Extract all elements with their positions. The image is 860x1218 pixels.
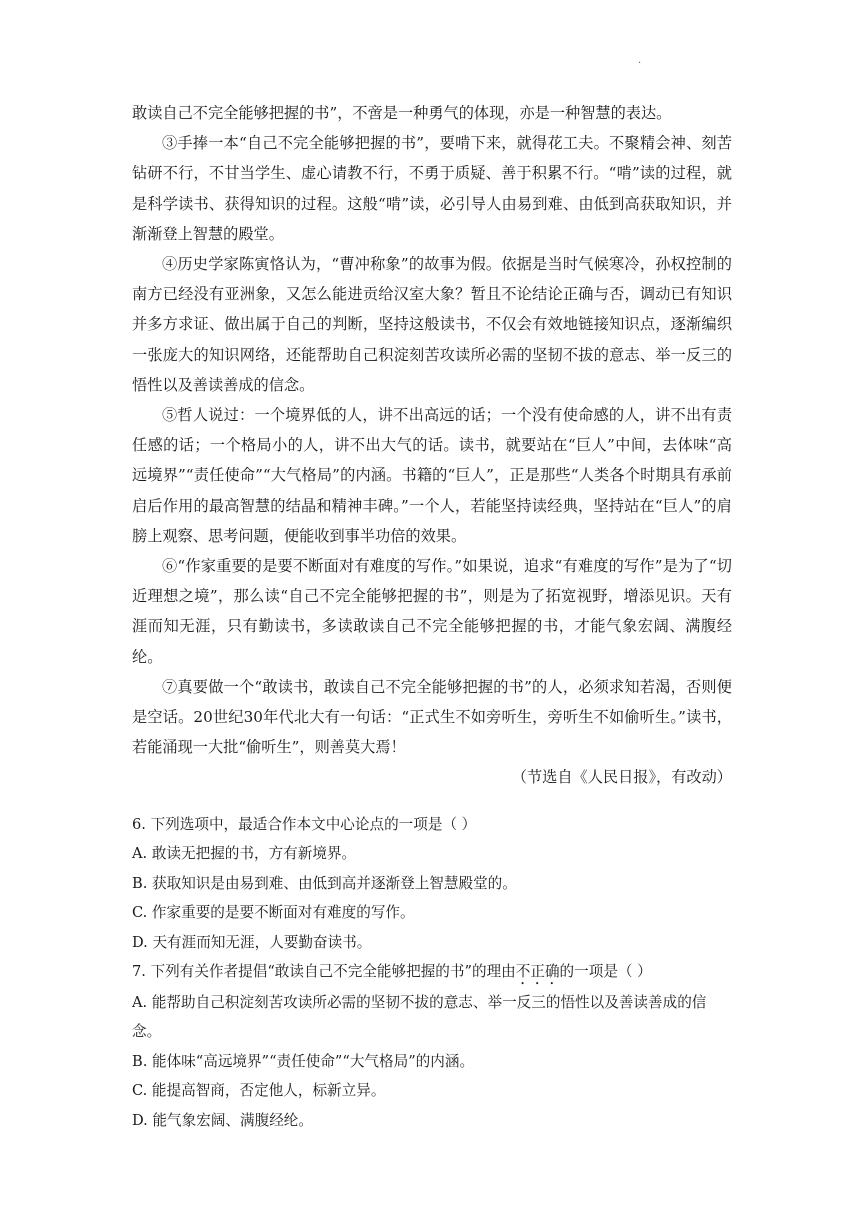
header-dot: · [638, 58, 642, 69]
paragraph-5: ⑤哲人说过：一个境界低的人，讲不出高远的话；一个没有使命感的人，讲不出有责任感的话；一个格局小的人，讲不出大气的话。读书，就要站在“巨人”中间，去体味“高远境界”“责任使命”“大气格局”的内涵。书籍的“巨人”，正是那些“人类各个时期具有承前启后作用的最高智慧的结晶和精神丰碑。”一个人，若能坚持读经典，坚持站在“巨人”的肩膀上观察、思考问题，便能收到事半功倍的效果。 [132, 406, 732, 545]
question-6-option-b: B. 获取知识是由易到难、由低到高并逐渐登上智慧殿堂的。 [132, 874, 517, 892]
paragraph-7: ⑦真要做一个“敢读书，敢读自己不完全能够把握的书”的人，必须求知若渴，否则便是空话。20世纪30年代北大有一句话：“正式生不如旁听生，旁听生不如偷听生。”读书，若能涌现一大批“偷听生”，则善莫大焉！ [132, 677, 732, 757]
question-7-option-b: B. 能体味“高远境界”“责任使命”“大气格局”的内涵。 [132, 1052, 475, 1070]
paragraph-3: ③手捧一本“自己不完全能够把握的书”，要啃下来，就得花工夫。不聚精会神、刻苦钻研不行，不甘当学生、虚心请教不行，不勇于质疑、善于积累不行。“啃”读的过程，就是科学读书、获得知识的过程。这般“啃”读，必引导人由易到难、由低到高获取知识，并渐渐登上智慧的殿堂。 [132, 134, 732, 243]
question-7-stem: 7. 下列有关作者提倡“敢读自己不完全能够把握的书”的理由不正确的一项是（ ） [132, 963, 652, 981]
paragraph-6: ⑥“作家重要的是要不断面对有难度的写作。”如果说，追求“有难度的写作”是为了“切近理想之境”，那么读“自己不完全能够把握的书”，则是为了拓宽视野，增添见识。天有涯而知无涯，只有勤读书，多读敢读自己不完全能够把握的书，才能气象宏阔、满腹经纶。 [132, 557, 732, 666]
question-6-option-c: C. 作家重要的是要不断面对有难度的写作。 [132, 904, 415, 922]
question-7-option-d: D. 能气象宏阔、满腹经纶。 [132, 1111, 313, 1129]
question-6-stem: 6. 下列选项中，最适合作本文中心论点的一项是（ ） [132, 816, 477, 833]
reading-passage [132, 98, 732, 793]
emphasis-not-correct: 不正确 [515, 963, 560, 981]
question-7 [132, 957, 732, 1135]
question-6 [132, 810, 732, 957]
question-6-option-a: A. 敢读无把握的书，方有新境界。 [132, 845, 357, 863]
question-6-option-d: D. 天有涯而知无涯，人要勤奋读书。 [132, 933, 372, 951]
paragraph-2-tail: 敢读自己不完全能够把握的书”，不啻是一种勇气的体现，亦是一种智慧的表达。 [132, 104, 672, 122]
paragraph-4: ④历史学家陈寅恪认为，“曹冲称象”的故事为假。依据是当时气候寒冷，孙权控制的南方已经没有亚洲象，又怎么能进贡给汉室大象？暂且不论结论正确与否，调动已有知识并多方求证、做出属于自己的判断，坚持这般读书，不仅会有效地链接知识点，逐渐编织一张庞大的知识网络，还能帮助自己积淀刻苦攻读所必需的坚韧不拔的意志、举一反三的悟性以及善读善成的信念。 [132, 255, 732, 394]
question-7-option-a: A. 能帮助自己积淀刻苦攻读所必需的坚韧不拔的意志、举一反三的悟性以及善读善成的信 [132, 994, 707, 1012]
question-7-option-a-continued: 念。 [132, 1023, 162, 1041]
source-citation: （节选自《人民日报》，有改动） [511, 768, 732, 787]
questions-section [132, 810, 732, 1135]
question-7-option-c: C. 能提高智商，否定他人，标新立异。 [132, 1082, 386, 1100]
